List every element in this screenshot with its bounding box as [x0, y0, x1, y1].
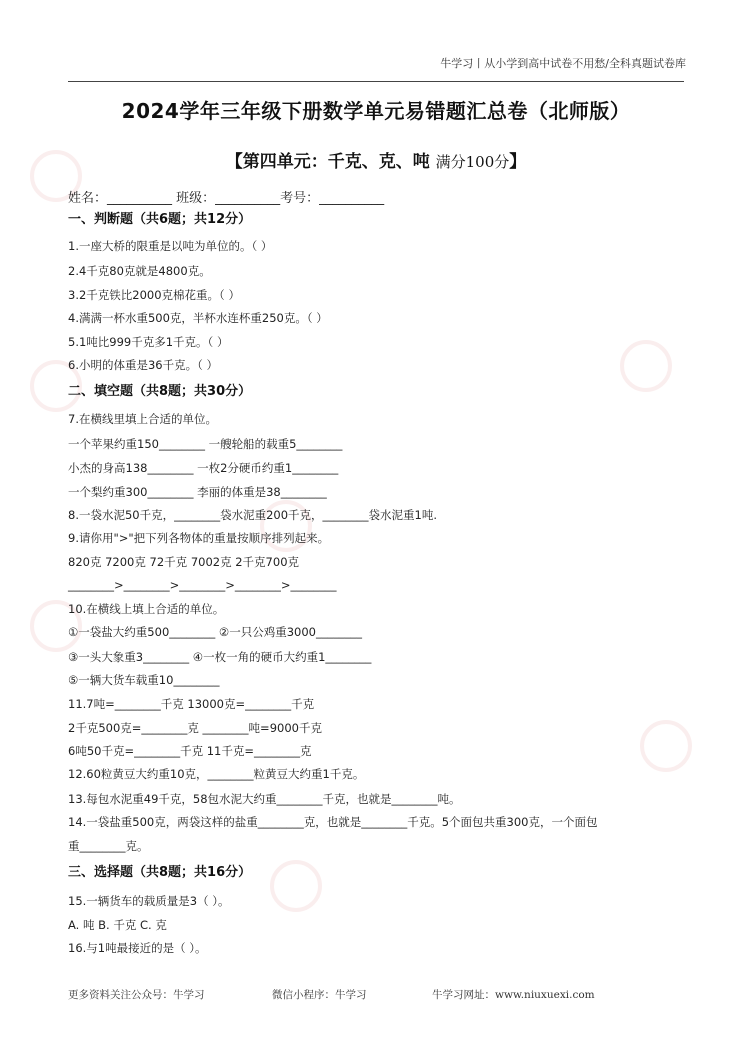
section-choice-heading: 三、选择题（共8题；共16分） [68, 865, 252, 880]
subtitle-close: 】 [509, 152, 527, 172]
watermark-logo-circle [640, 720, 692, 772]
watermark-logo-circle [620, 340, 672, 392]
section-fill-heading: 二、填空题（共8题；共30分） [68, 384, 252, 399]
question-7-row-b: 小杰的身高138________ 一枚2分硬币约重1________ [68, 461, 339, 475]
footer-website: 牛学习网址：www.niuxuexi.com [432, 989, 595, 1001]
header-divider [68, 81, 684, 82]
question-10-row-b: ③一头大象重3________ ④一枚一角的硬币大约重1________ [68, 650, 372, 664]
watermark-logo-circle [270, 860, 322, 912]
question-7: 7.在横线里填上合适的单位。 [68, 412, 217, 426]
question-16: 16.与1吨最接近的是（ ）。 [68, 941, 207, 955]
question-9-items: 820克 7200克 72千克 7002克 2千克700克 [68, 555, 300, 569]
question-2: 2.4千克80克就是4800克。 [68, 264, 211, 278]
student-info-line: 姓名：__________ 班级：__________考号：__________ [68, 191, 385, 206]
question-10-row-a: ①一袋盐大约重500________ ②一只公鸡重3000________ [68, 625, 362, 639]
question-10-row-c: ⑤一辆大货车载重10________ [68, 673, 220, 687]
question-7-row-a: 一个苹果约重150________ 一艘轮船的载重5________ [68, 437, 343, 451]
question-1: 1.一座大桥的限重是以吨为单位的。（ ） [68, 239, 273, 253]
question-11-row-a: 11.7吨=________千克 13000克=________千克 [68, 697, 315, 711]
question-4: 4.满满一杯水重500克，半杯水连杯重250克。（ ） [68, 311, 328, 325]
subtitle-unit: 【第四单元：千克、克、吨 [225, 152, 430, 172]
subtitle-score: 满分100分 [435, 153, 510, 171]
page-title: 2024学年三年级下册数学单元易错题汇总卷（北师版） [121, 99, 631, 123]
question-8: 8.一袋水泥50千克，________袋水泥重200千克，________袋水泥重1吨. [68, 508, 438, 522]
question-11-row-c: 6吨50千克=________千克 11千克=________克 [68, 744, 312, 758]
question-7-row-c: 一个梨约重300________ 李丽的体重是38________ [68, 485, 327, 499]
header-slogan: 牛学习丨从小学到高中试卷不用愁/全科真题试卷库 [440, 57, 686, 70]
question-15-options: A. 吨 B. 千克 C. 克 [68, 918, 167, 932]
page-subtitle [0, 147, 752, 172]
question-10: 10.在横线上填上合适的单位。 [68, 602, 225, 616]
question-15: 15.一辆货车的载质量是3（ ）。 [68, 894, 230, 908]
question-12: 12.60粒黄豆大约重10克，________粒黄豆大约重1千克。 [68, 767, 365, 781]
question-6: 6.小明的体重是36千克。（ ） [68, 358, 219, 372]
question-9-order-blanks: ________>________>________>________>________ [68, 578, 337, 592]
question-5: 5.1吨比999千克多1千克。（ ） [68, 335, 229, 349]
question-14: 14.一袋盐重500克，两袋这样的盐重________克，也就是________千克。5个面包共重300克，一个面包 [68, 815, 598, 829]
question-9: 9.请你用">"把下列各物体的重量按顺序排列起来。 [68, 531, 330, 545]
section-judgement-heading: 一、判断题（共6题；共12分） [68, 212, 252, 227]
question-11-row-b: 2千克500克=________克 ________吨=9000千克 [68, 721, 322, 735]
footer-mini-program: 微信小程序：牛学习 [272, 989, 367, 1001]
footer-wechat-account: 更多资料关注公众号：牛学习 [68, 989, 205, 1001]
question-13: 13.每包水泥重49千克，58包水泥大约重________千克，也就是________吨。 [68, 792, 461, 806]
question-3: 3.2千克铁比2000克棉花重。（ ） [68, 288, 240, 302]
question-14-cont: 重________克。 [68, 839, 149, 853]
